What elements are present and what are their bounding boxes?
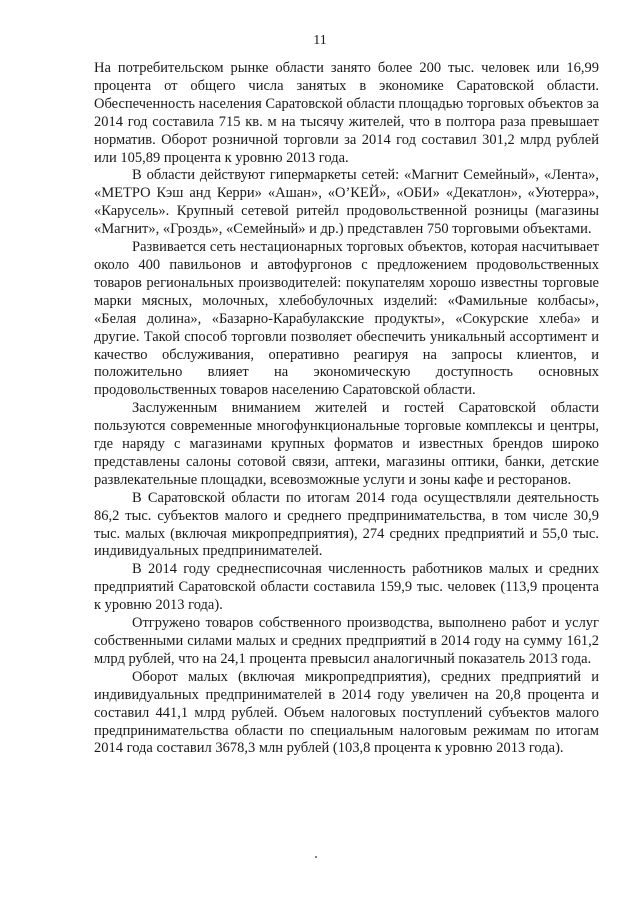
paragraph-shipped-goods: Отгружено товаров собственного производства, выполнено работ и услуг собственными силами малых и средних предприятий в 2014 году на сумму 161,2 млрд рублей, что на 24,1 процента превысил аналогичный показатель 2013 года.	[94, 615, 599, 667]
paragraph-small-business-count: В Саратовской области по итогам 2014 года осуществляли деятельность 86,2 тыс. субъектов малого и среднего предпринимательства, в том числе 30,9 тыс. малых (включая микропредприятия), 274 средних предприятий и 55,0 тыс. индивидуальных предпринимателей.	[94, 489, 599, 560]
paragraph-consumer-market: На потребительском рынке области занято более 200 тыс. человек или 16,99 процента от общего числа занятых в экономике Саратовской области. Обеспеченность населения Саратовской области площадью торговых объектов за 2014 год составила 715 кв. м на тысячу жителей, что в полтора раза превышает норматив. Оборот розничной торговли за 2014 год составил 301,2 млрд рублей или 105,89 процента к уровню 2013 года.	[94, 60, 599, 166]
paragraph-non-stationary-trade: Развивается сеть нестационарных торговых объектов, которая насчитывает около 400 павильонов и автофургонов с предложением продовольственных товаров региональных производителей: покупателям хорошо известны торговые марки мясных, молочных, хлебобулочных изделий: «Фамильные колбасы», «Белая долина», «Базарно-Карабулакские продукты», «Сокурские хлеба» и другие. Такой способ торговли позволяет обеспечить уникальный ассортимент и качество обслуживания, оперативно реагируя на запросы клиентов, и положительно влияет на экономическую доступность основных продовольственных товаров населению Саратовской области.	[94, 239, 599, 399]
page-number: 11	[313, 33, 327, 48]
scan-artifact-dot	[315, 856, 317, 858]
paragraph-employee-count: В 2014 году среднесписочная численность работников малых и средних предприятий Саратовской области составила 159,9 тыс. человек (113,9 процента к уровню 2013 года).	[94, 561, 599, 614]
paragraph-hypermarkets: В области действуют гипермаркеты сетей: «Магнит Семейный», «Лента», «МЕТРО Кэш анд Керри» «Ашан», «О’КЕЙ», «ОБИ» «Декатлон», «Уютерра», «Карусель». Крупный сетевой ритейл продовольственной розницы (магазины «Магнит», «Гроздь», «Семейный» и др.) представлен 750 торговыми объектами.	[94, 167, 599, 238]
paragraph-turnover: Оборот малых (включая микропредприятия), средних предприятий и индивидуальных предпринимателей в 2014 году увеличен на 20,8 процента и составил 441,1 млрд рублей. Объем налоговых поступлений субъектов малого предпринимательства области по специальным налоговым режимам по итогам 2014 года составил 3678,3 млн рублей (103,8 процента к уровню 2013 года).	[94, 668, 599, 757]
paragraph-shopping-centers: Заслуженным вниманием жителей и гостей Саратовской области пользуются современные многофункциональные торговые комплексы и центры, где наряду с магазинами крупных форматов и известных брендов широко представлены салоны сотовой связи, аптеки, магазины оптики, банки, детские развлекательные площадки, всевозможные услуги и зоны кафе и ресторанов.	[94, 400, 599, 488]
document-body	[94, 60, 599, 758]
